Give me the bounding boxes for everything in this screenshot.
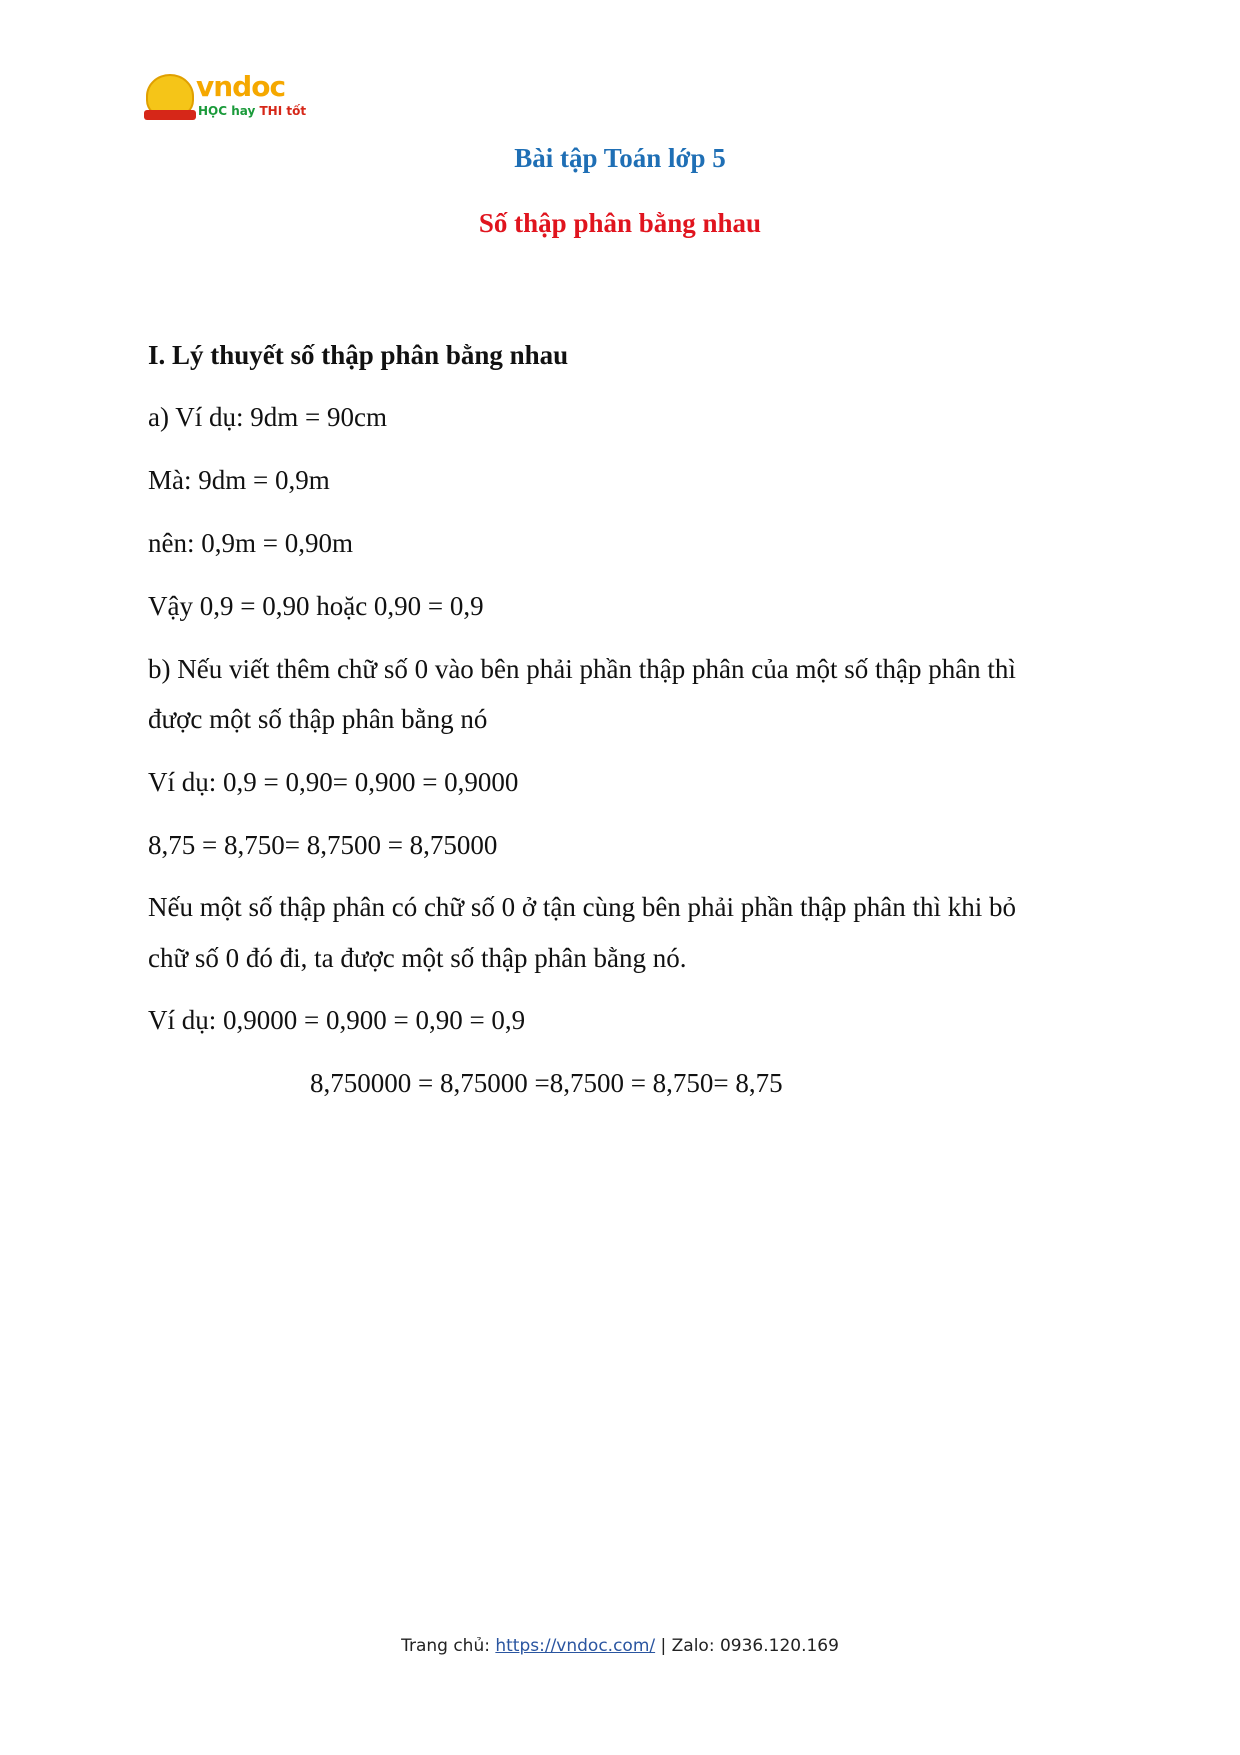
text-line: được một số thập phân bằng nó — [148, 704, 488, 734]
text-line: Nếu một số thập phân có chữ số 0 ở tận cùng bên phải phần thập phân thì khi bỏ — [148, 892, 1016, 922]
document-subtitle: Số thập phân bằng nhau — [478, 208, 762, 238]
text-line: 8,750000 = 8,75000 =8,7500 = 8,750= 8,75 — [310, 1068, 783, 1098]
chick-mascot-icon — [146, 74, 194, 118]
footer-label: Trang chủ: — [401, 1636, 496, 1656]
section-heading: I. Lý thuyết số thập phân bằng nhau — [148, 340, 569, 370]
footer-contact: | Zalo: 0936.120.169 — [655, 1636, 839, 1656]
logo-wordmark: vndoc — [196, 70, 286, 103]
text-line: b) Nếu viết thêm chữ số 0 vào bên phải phần thập phân của một số thập phân thì — [148, 654, 1016, 684]
document-title: Bài tập Toán lớp 5 — [514, 143, 726, 173]
homepage-link[interactable]: https://vndoc.com/ — [495, 1636, 656, 1656]
text-line: chữ số 0 đó đi, ta được một số thập phân bằng nó. — [148, 943, 687, 973]
page-footer — [0, 1636, 1240, 1656]
text-line: Vậy 0,9 = 0,90 hoặc 0,90 = 0,9 — [148, 591, 484, 621]
text-line: a) Ví dụ: 9dm = 90cm — [148, 402, 387, 432]
text-line: Ví dụ: 0,9000 = 0,900 = 0,90 = 0,9 — [148, 1005, 526, 1035]
text-line: nên: 0,9m = 0,90m — [148, 528, 353, 558]
logo-tagline: HỌC hay THI tốt — [198, 104, 307, 118]
text-line: Mà: 9dm = 0,9m — [148, 465, 330, 495]
vndoc-logo — [146, 70, 306, 122]
text-line: Ví dụ: 0,9 = 0,90= 0,900 = 0,9000 — [148, 767, 519, 797]
text-line: 8,75 = 8,750= 8,7500 = 8,75000 — [148, 830, 498, 860]
